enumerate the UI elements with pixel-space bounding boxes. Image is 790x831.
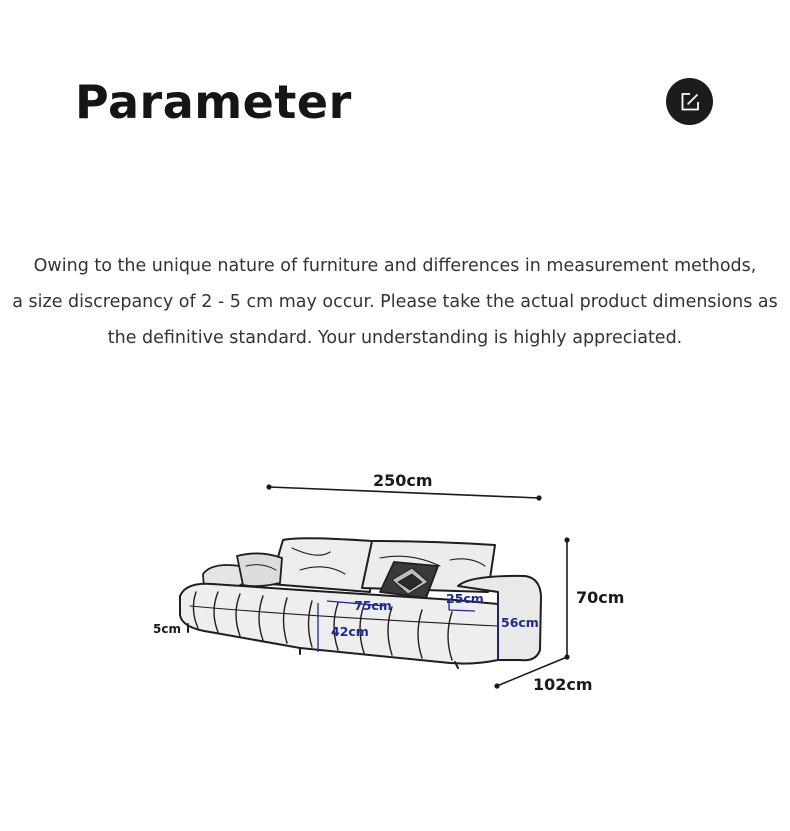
edit-button[interactable] <box>666 78 713 125</box>
disclaimer-line-3: the definitive standard. Your understanding is highly appreciated. <box>107 328 683 348</box>
height-label: 70cm <box>576 588 625 607</box>
arm-height-label: 56cm <box>501 615 539 630</box>
sofa-dimension-diagram <box>0 440 790 720</box>
disclaimer-line-1: Owing to the unique nature of furniture and differences in measurement methods, <box>33 256 757 276</box>
width-label: 250cm <box>373 471 433 490</box>
depth-label: 102cm <box>533 675 593 694</box>
seat-height-label: 42cm <box>331 624 369 639</box>
height-dimension-line <box>564 537 569 659</box>
disclaimer-line-2: a size discrepancy of 2 - 5 cm may occur. Please take the actual product dimensions as <box>12 292 778 312</box>
seat-depth-label: 75cm <box>354 598 392 613</box>
leg-height-label: 5cm <box>153 622 181 636</box>
edit-icon <box>678 90 702 114</box>
arm-width-label: 25cm <box>446 591 484 606</box>
size-disclaimer <box>0 248 790 356</box>
page-title: Parameter <box>75 75 352 129</box>
